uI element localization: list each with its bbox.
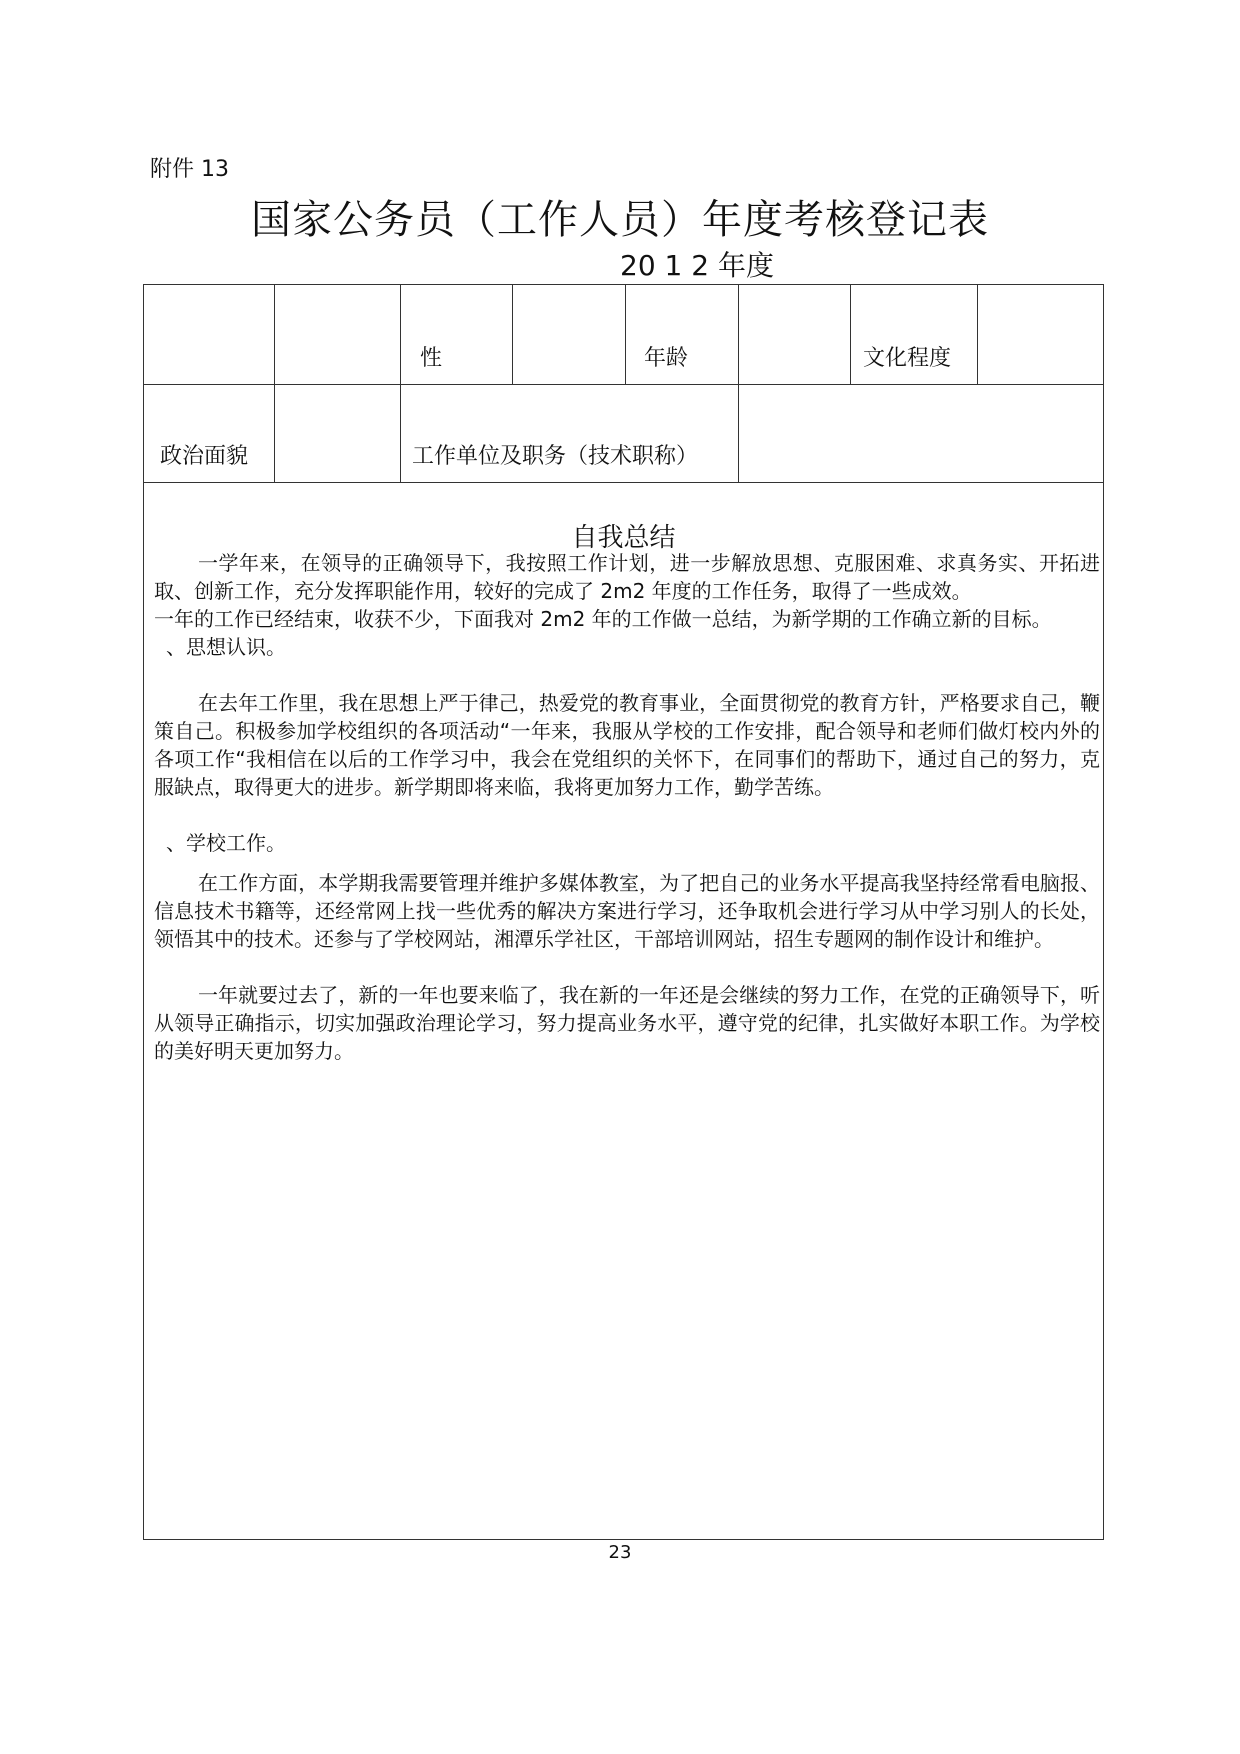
age-label: 年龄 xyxy=(644,346,689,371)
paragraph-gap xyxy=(154,801,1100,829)
attachment-label: 附件 13 xyxy=(150,157,229,182)
summary-paragraph: 一学年来，在领导的正确领导下，我按照工作计划，进一步解放思想、克服困难、求真务实、开拓进取、创新工作，充分发挥职能作用，较好的完成了 2m2 年度的工作任务，取得了一些成效。 xyxy=(154,551,1100,603)
col-divider-3 xyxy=(512,285,513,384)
row2-bottom-border xyxy=(144,482,1103,483)
row1-bottom-border xyxy=(144,384,1103,385)
year-label: 20 1 2 年度 xyxy=(620,249,774,282)
paragraph-gap xyxy=(154,953,1100,981)
col-divider-6 xyxy=(850,285,851,384)
col-divider-2 xyxy=(400,285,401,482)
col-divider-7 xyxy=(977,285,978,384)
col-divider-1 xyxy=(274,285,275,482)
summary-paragraph: 一年就要过去了，新的一年也要来临了，我在新的一年还是会继续的努力工作，在党的正确领导下，听从领导正确指示，切实加强政治理论学习，努力提高业务水平，遵守党的纪律，扎实做好本职工作。为学校的美好明天更加努力。 xyxy=(154,983,1100,1063)
registration-form xyxy=(143,284,1104,1540)
summary-body xyxy=(154,549,1100,1065)
paragraph-gap xyxy=(154,661,1100,689)
work-unit-label: 工作单位及职务（技术职称） xyxy=(412,444,699,469)
col-divider-5 xyxy=(738,285,739,482)
gender-label: 性 xyxy=(420,346,443,371)
section-heading-school: 、学校工作。 xyxy=(166,831,286,855)
summary-paragraph: 在去年工作里，我在思想上严于律己，热爱党的教育事业，全面贯彻党的教育方针，严格要求自己，鞭策自己。积极参加学校组织的各项活动“一年来，我服从学校的工作安排，配合领导和老师们做灯校内外的各项工作“我相信在以后的工作学习中，我会在党组织的关怀下，在同事们的帮助下，通过自己的努力，克服缺点，取得更大的进步。新学期即将来临，我将更加努力工作，勤学苦练。 xyxy=(154,691,1100,799)
document-title: 国家公务员（工作人员）年度考核登记表 xyxy=(251,197,989,243)
col-divider-4 xyxy=(625,285,626,384)
page-number: 23 xyxy=(608,1542,632,1563)
political-status-label: 政治面貌 xyxy=(160,444,249,469)
section-heading-thought: 、思想认识。 xyxy=(166,635,286,659)
summary-paragraph: 一年的工作已经结束，收获不少，下面我对 2m2 年的工作做一总结，为新学期的工作确立新的目标。 xyxy=(154,607,1052,631)
summary-paragraph: 在工作方面，本学期我需要管理并维护多媒体教室，为了把自己的业务水平提高我坚持经常看电脑报、信息技术书籍等，还经常网上找一些优秀的解决方案进行学习，还争取机会进行学习从中学习别人的长处，领悟其中的技术。还参与了学校网站，湘潭乐学社区，干部培训网站，招生专题网的制作设计和维护。 xyxy=(154,871,1100,951)
education-label: 文化程度 xyxy=(863,346,952,371)
summary-title: 自我总结 xyxy=(571,523,676,553)
paragraph-gap xyxy=(154,857,1100,869)
